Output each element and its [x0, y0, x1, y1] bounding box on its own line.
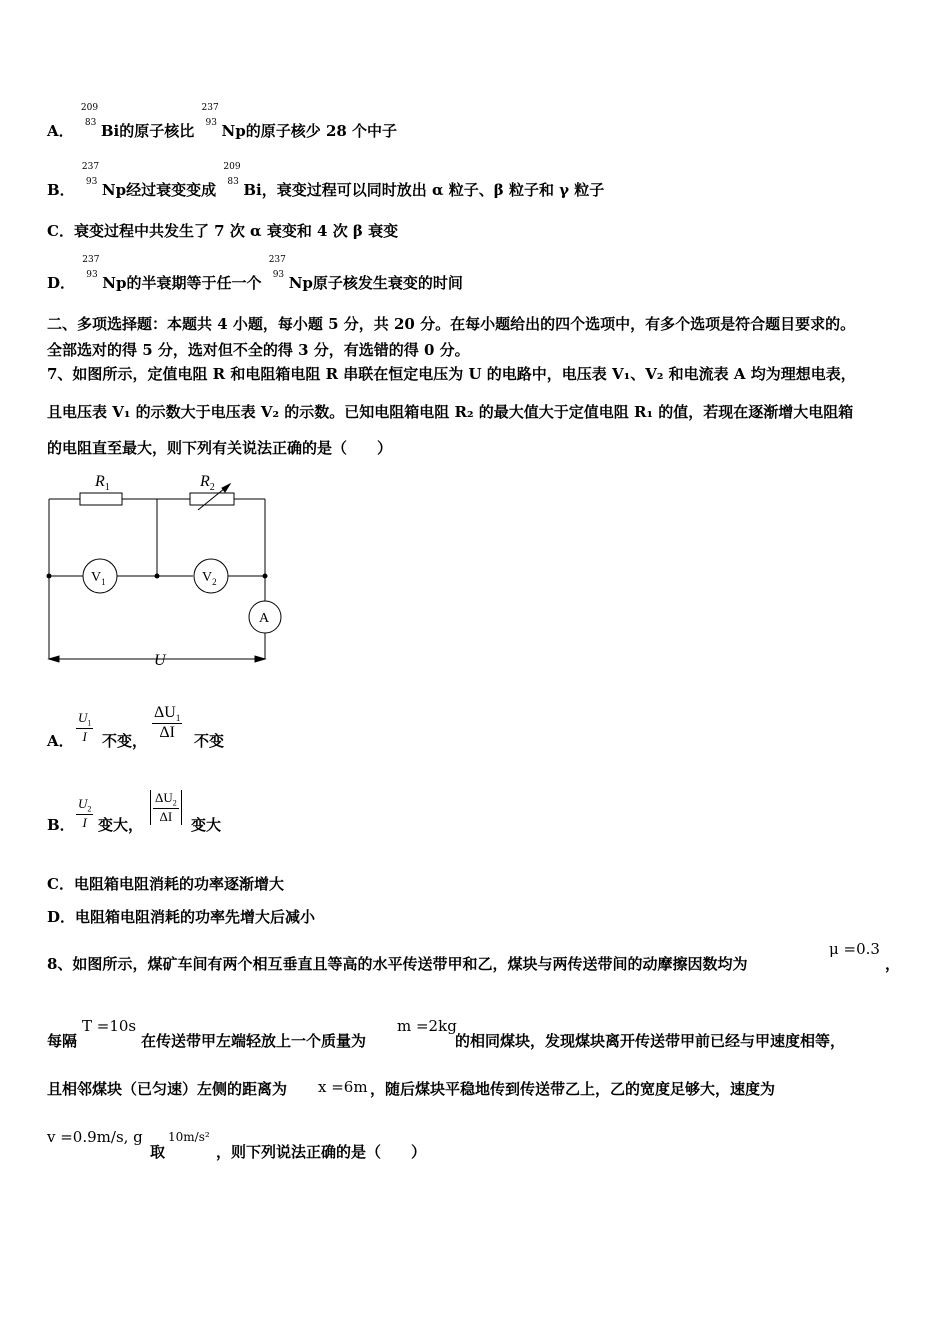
- option-c-q7: C．电阻箱电阻消耗的功率逐渐增大: [47, 875, 284, 893]
- label-voltage: U: [154, 652, 166, 669]
- q8-stem-3-start: 且相邻煤块（已匀速）左侧的距离为: [47, 1080, 288, 1098]
- nuclide-bi: 209 83: [223, 162, 241, 187]
- resistor-r1: [80, 493, 122, 505]
- label-r1: $R_1$: [95, 473, 110, 493]
- q7-stem-1: 7、如图所示，定值电阻 R 和电阻箱电阻 R 串联在恒定电压为 U 的电路中，电压表 V₁、V₂ 和电流表 A 均为理想电表，: [47, 365, 856, 383]
- section-header: 二、多项选择题：本题共 4 小题，每小题 5 分，共 20 分。在每小题给出的四个选项中，有多个选项是符合题目要求的。: [47, 315, 856, 333]
- label-v1: $V_1$: [91, 570, 106, 587]
- label-ammeter: A: [259, 611, 270, 626]
- q8-stem-2-start: 每隔: [47, 1032, 78, 1050]
- option-a-q7: A．: [47, 732, 74, 750]
- q7-stem-2: 且电压表 V₁ 的示数大于电压表 V₂ 的示数。已知电阻箱电阻 R₂ 的最大值大于定值电阻 R₁ 的值，若现在逐渐增大电阻箱: [47, 403, 854, 421]
- x-value: x =6m: [318, 1078, 368, 1096]
- q7-stem-3: 的电阻直至最大，则下列有关说法正确的是（ ）: [47, 439, 393, 457]
- q8-stem-1: 8、如图所示，煤矿车间有两个相互垂直且等高的水平传送带甲和乙，煤块与两传送带间的动摩擦因数均为: [47, 955, 748, 973]
- nuclide-np: 237 93: [81, 162, 100, 187]
- fraction-u2-i: $\frac{U_2}{I}$: [78, 796, 92, 830]
- fraction-u1-i: $\frac{U_1}{I}$: [78, 710, 92, 744]
- option-d-q7: D．电阻箱电阻消耗的功率先增大后减小: [47, 908, 316, 926]
- label-v2: $V_2$: [202, 570, 217, 587]
- fraction-du1-di: $\frac{\Delta U_1}{\Delta I}$: [154, 704, 181, 742]
- nuclide-np: 237 93: [201, 103, 219, 128]
- abs-fraction-du2-di: $\frac{\Delta U_2}{\Delta I}$: [150, 790, 182, 825]
- q8-stem-4-end: ，则下列说法正确的是（ ）: [216, 1143, 427, 1161]
- nuclide-np: 237 93: [268, 255, 286, 280]
- option-d-q6: D． 237 93 Np的半衰期等于任一个 237 93 Np原子核发生衰变的时间: [47, 255, 463, 292]
- mu-value: μ =0.3: [829, 940, 880, 958]
- option-b-q6: B． 237 93 Np经过衰变变成 209 83 Bi，衰变过程可以同时放出 α 粒子、β 粒子和 γ 粒子: [47, 162, 605, 199]
- label-r2: $R_2$: [200, 473, 215, 493]
- section-header-2: 全部选对的得 5 分，选对但不全的得 3 分，有选错的得 0 分。: [47, 341, 470, 359]
- option-b-q7: B．: [47, 816, 75, 834]
- nuclide-bi: 209 83: [80, 103, 99, 128]
- circuit-diagram: [40, 466, 290, 676]
- g-value: 10m/s²: [168, 1130, 210, 1144]
- option-c-q6: C．衰变过程中共发生了 7 次 α 衰变和 4 次 β 衰变: [47, 222, 399, 240]
- v-value: v =0.9m/s, g: [47, 1128, 143, 1146]
- m-value: m =2kg: [397, 1017, 457, 1035]
- t-value: T =10s: [82, 1017, 137, 1035]
- nuclide-np: 237 93: [82, 255, 100, 280]
- option-a-q6: A． 209 83 Bi的原子核比 237 93 Np的原子核少 28 个中子: [47, 103, 398, 140]
